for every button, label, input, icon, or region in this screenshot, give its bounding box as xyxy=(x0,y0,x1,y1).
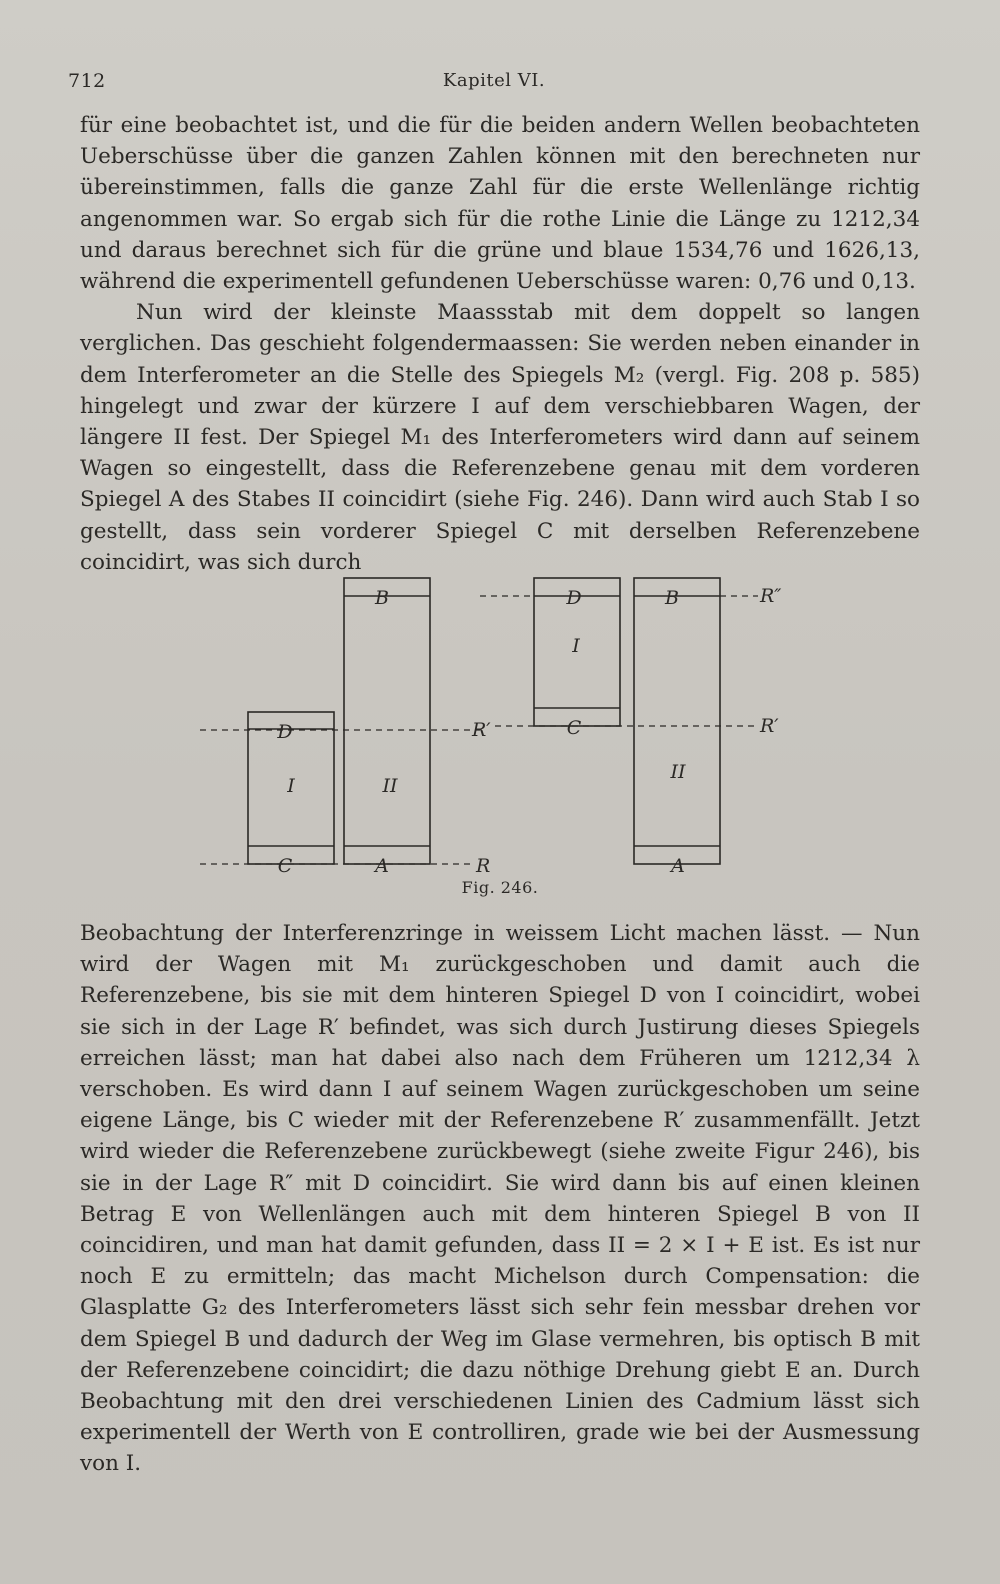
label-B: B xyxy=(665,587,679,609)
figure-246 xyxy=(190,566,790,878)
label-R-prime-left: R′ xyxy=(472,719,491,741)
label-I: I xyxy=(572,635,580,657)
bar-II-right xyxy=(634,578,720,864)
paragraph: Beobachtung der Interferenzringe in weissem Licht machen lässt. — Nun wird der Wagen mit M₁ zurückgeschoben und damit auch die Referenzebene, bis sie mit dem hinteren Spiegel D von I coincidirt, wobei sie sich in der Lage R′ befindet, was sich durch Justirung dieses Spiegels erreichen lässt; man hat dabei also nach dem Früheren um 1212,34 λ verschoben. Es wird dann I auf seinem Wagen zurückgeschoben um seine eigene Länge, bis C wieder mit der Referenzebene R′ zusammenfällt. Jetzt wird wieder die Referenzebene zurückbewegt (siehe zweite Figur 246), bis sie in der Lage R″ mit D coincidirt. Sie wird dann bis auf einen kleinen Betrag E von Wellenlängen auch mit dem hinteren Spiegel B von II coincidiren, und man hat damit gefunden, dass II = 2 × I + E ist. Es ist nur noch E zu ermitteln; das macht Michelson durch Compensation: die Glasplatte G₂ des Interferometers lässt sich sehr fein messbar drehen vor dem Spiegel B und dadurch der Weg im Glase vermehren, bis optisch B mit der Referenzebene coincidirt; die dazu nöthige Drehung giebt E an. Durch Beobachtung mit den drei verschiedenen Linien des Cadmium lässt sich experimentell der Werth von E controlliren, grade wie bei der Ausmessung von I. xyxy=(80,921,920,1477)
running-head: Kapitel VI. xyxy=(442,70,546,91)
label-R: R xyxy=(476,855,491,877)
label-II: II xyxy=(670,761,686,783)
body-text-bottom xyxy=(80,918,920,1480)
page-number: 712 xyxy=(68,70,106,92)
figure-caption: Fig. 246. xyxy=(461,878,539,897)
label-R-double-prime: R″ xyxy=(760,585,782,607)
bar-II-left xyxy=(344,578,430,864)
label-I: I xyxy=(287,775,295,797)
label-D: D xyxy=(566,587,582,609)
label-C: C xyxy=(566,717,582,739)
label-II: II xyxy=(382,775,398,797)
label-A: A xyxy=(671,855,685,877)
label-A: A xyxy=(375,855,389,877)
label-B: B xyxy=(375,587,389,609)
label-D: D xyxy=(277,721,293,743)
body-text-top xyxy=(80,110,920,578)
page-header xyxy=(68,70,920,100)
paragraph: für eine beobachtet ist, und die für die beiden andern Wellen beobachteten Ueberschüsse über die ganzen Zahlen können mit den berechneten nur übereinstimmen, falls die ganze Zahl für die erste Wellenlänge richtig angenommen war. So ergab sich für die rothe Linie die Länge zu 1212,34 und daraus berechnet sich für die grüne und blaue 1534,76 und 1626,13, während die experimentell gefundenen Ueberschüsse waren: 0,76 und 0,13. xyxy=(80,113,920,295)
label-C: C xyxy=(277,855,293,877)
figure-diagram xyxy=(190,566,790,878)
paragraph: Nun wird der kleinste Maassstab mit dem doppelt so langen verglichen. Das geschieht folgendermaassen: Sie werden neben einander in dem Interferometer an die Stelle des Spiegels M₂ (vergl. Fig. 208 p. 585) hingelegt und zwar der kürzere I auf dem verschiebbaren Wagen, der längere II fest. Der Spiegel M₁ des Interferometers wird dann auf seinem Wagen so eingestellt, dass die Referenzebene genau mit dem vorderen Spiegel A des Stabes II coincidirt (siehe Fig. 246). Dann wird auch Stab I so gestellt, dass sein vorderer Spiegel C mit derselben Referenzebene coincidirt, was sich durch xyxy=(80,300,920,575)
label-R-prime-right: R′ xyxy=(760,715,779,737)
